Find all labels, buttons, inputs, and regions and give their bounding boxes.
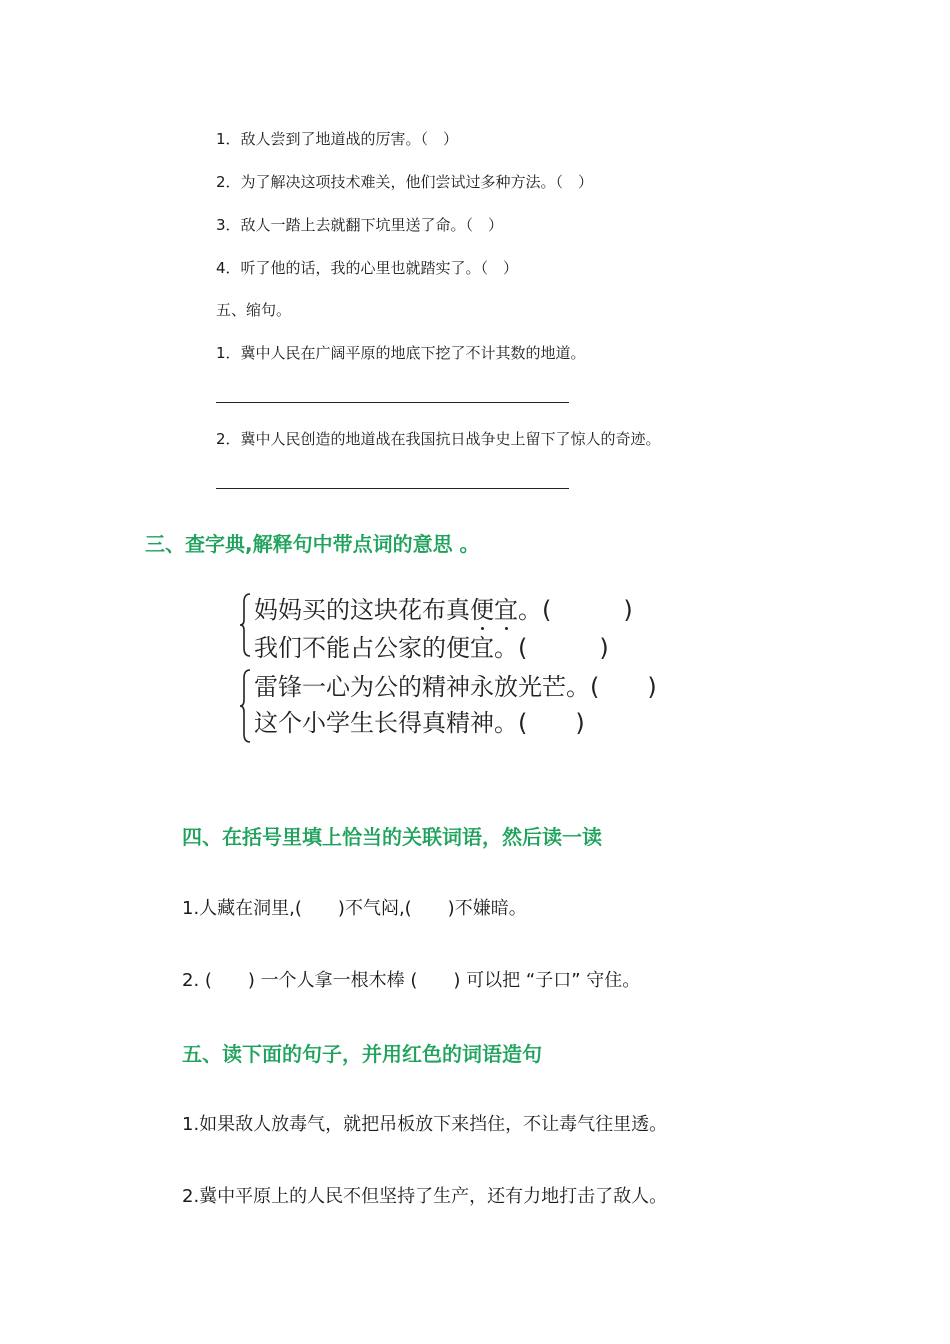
pair2-line2: 这个小学生长得真精神。( ) — [254, 709, 585, 737]
shorten-item-1: 1．冀中人民在广阔平原的地底下挖了不计其数的地道。 — [216, 344, 586, 362]
section5-item-2: 2.冀中平原上的人民不但坚持了生产，还有力地打击了敌人。 — [182, 1186, 668, 1207]
judge-item-2: 2．为了解决这项技术难关，他们尝试过多种方法。（ ） — [216, 173, 594, 191]
section5-item-1: 1.如果敌人放毒气，就把吊板放下来挡住，不让毒气往里透。 — [182, 1114, 668, 1135]
dotted-char-1: 便 — [470, 596, 494, 624]
judge-item-4: 4．听了他的话，我的心里也就踏实了。（ ） — [216, 259, 519, 277]
pair1-line1-text: 妈妈买的这块花布真 — [254, 596, 470, 624]
section4-item-1: 1.人藏在洞里,( )不气闷,( )不嫌暗。 — [182, 898, 527, 919]
left-brace-icon — [240, 592, 252, 658]
section5-heading: 五、读下面的句子，并用红色的词语造句 — [182, 1042, 542, 1066]
section4-item-2: 2. ( ) 一个人拿一根木棒 ( ) 可以把 “子口” 守住。 — [182, 970, 641, 991]
pair1-line1-paren: 。( ) — [518, 596, 633, 624]
shorten-title: 五、缩句。 — [216, 301, 292, 319]
answer-line-2 — [216, 488, 569, 489]
section4-heading: 四、在括号里填上恰当的关联词语，然后读一读 — [182, 825, 602, 849]
pair2-line1: 雷锋一心为公的精神永放光芒。( ) — [254, 673, 657, 701]
pair1-line2: 我们不能占公家的便宜。( ) — [254, 634, 609, 662]
judge-item-1: 1．敌人尝到了地道战的厉害。（ ） — [216, 130, 459, 148]
section3-heading: 三、查字典,解释句中带点词的意思 。 — [145, 532, 480, 556]
pair1-line1 — [254, 590, 633, 625]
left-brace-icon — [240, 668, 252, 744]
answer-line-1 — [216, 402, 569, 403]
shorten-item-2: 2．冀中人民创造的地道战在我国抗日战争史上留下了惊人的奇迹。 — [216, 430, 661, 448]
dotted-char-2: 宜 — [494, 596, 518, 624]
judge-item-3: 3．敌人一踏上去就翻下坑里送了命。（ ） — [216, 216, 504, 234]
